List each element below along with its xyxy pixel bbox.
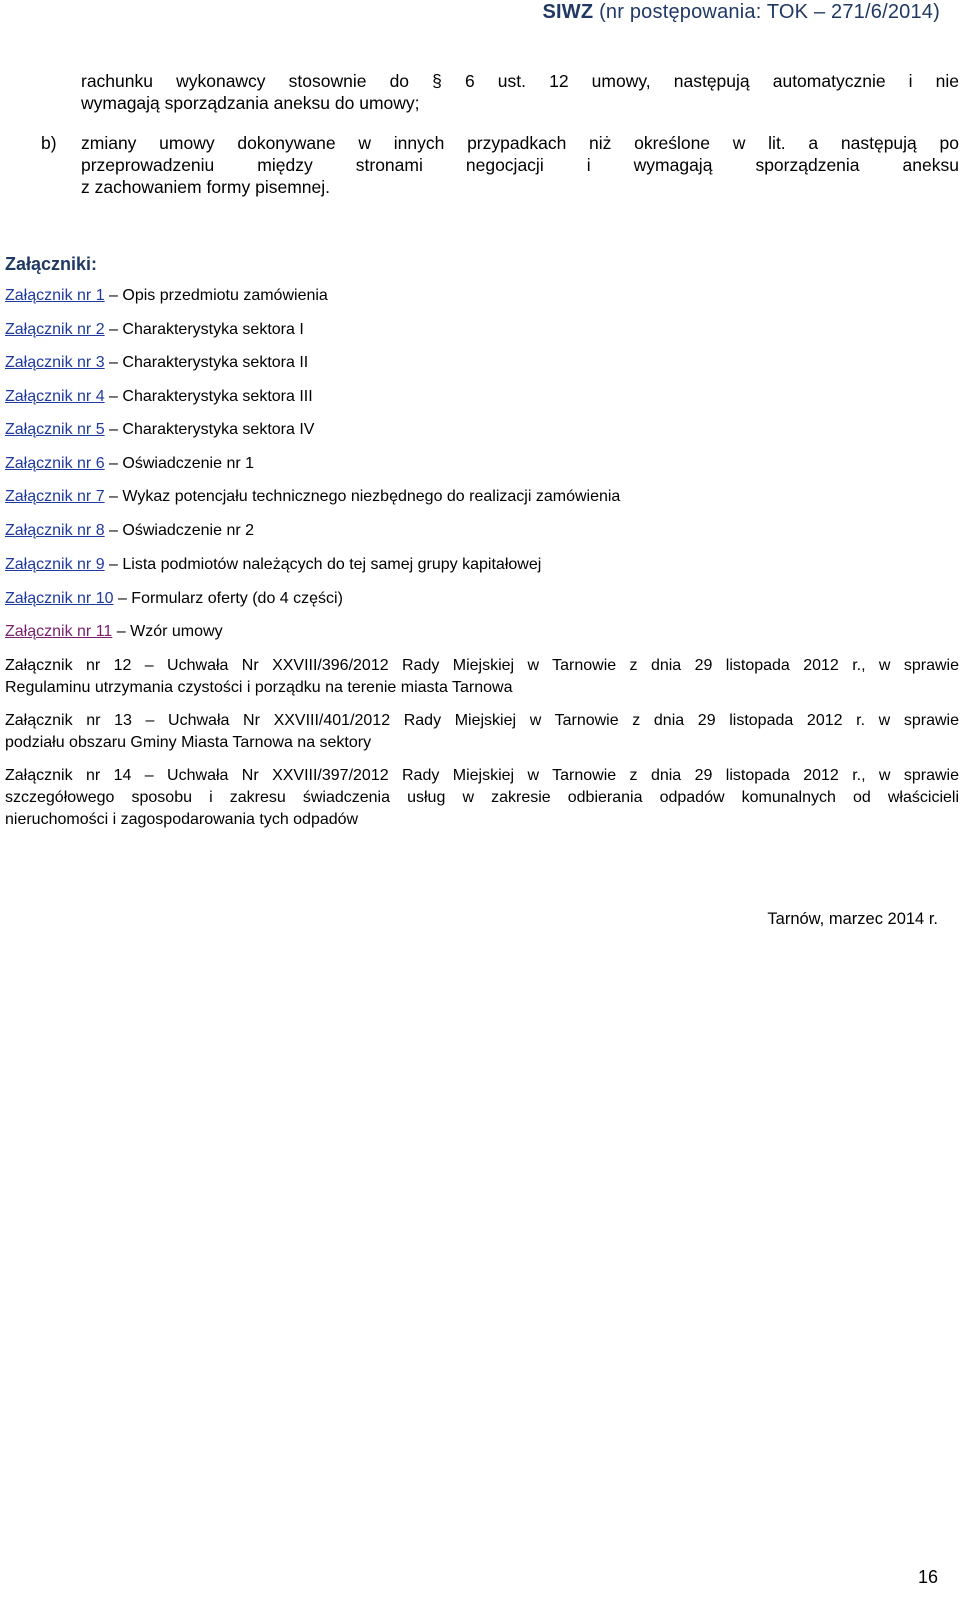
place-date: Tarnów, marzec 2014 r. (767, 910, 938, 928)
attachment-14-line-3: nieruchomości i zagospodarowania tych odpadów (5, 811, 359, 828)
attachment-link-5[interactable]: Załącznik nr 5 (5, 421, 105, 438)
attachment-desc-9: – Lista podmiotów należących do tej samej grupy kapitałowej (109, 556, 542, 573)
attachment-row (5, 386, 313, 408)
attachment-row (5, 554, 541, 576)
attachment-link-4[interactable]: Załącznik nr 4 (5, 388, 105, 405)
attachment-link-3[interactable]: Załącznik nr 3 (5, 354, 105, 371)
attachment-row (5, 486, 620, 508)
attachment-14-line-1: Załącznik nr 14 – Uchwała Nr XXVIII/397/2012 Rady Miejskiej w Tarnowie z dnia 29 listopada 2012 r., w sprawie (5, 767, 959, 784)
attachment-link-2[interactable]: Załącznik nr 2 (5, 321, 105, 338)
attachment-12-line-1: Załącznik nr 12 – Uchwała Nr XXVIII/396/2012 Rady Miejskiej w Tarnowie z dnia 29 listopada 2012 r., w sprawie (5, 657, 959, 674)
item-b-marker: b) (41, 133, 57, 153)
attachment-row (5, 319, 304, 341)
attachment-desc-11: – Wzór umowy (116, 623, 223, 640)
header-title: SIWZ (542, 1, 594, 23)
attachment-row (5, 285, 328, 307)
attachments-heading: Załączniki: (5, 254, 98, 274)
attachment-link-6[interactable]: Załącznik nr 6 (5, 455, 105, 472)
attachment-link-9[interactable]: Załącznik nr 9 (5, 556, 105, 573)
header-subtitle: (nr postępowania: TOK – 271/6/2014) (599, 1, 940, 23)
attachment-row (5, 588, 343, 610)
attachment-desc-8: – Oświadczenie nr 2 (109, 522, 255, 539)
attachment-desc-4: – Charakterystyka sektora III (109, 388, 313, 405)
page-number: 16 (917, 1567, 938, 1587)
attachment-link-1[interactable]: Załącznik nr 1 (5, 287, 105, 304)
attachment-desc-6: – Oświadczenie nr 1 (109, 455, 255, 472)
attachment-row (5, 453, 254, 475)
attachment-row (5, 520, 254, 542)
attachment-desc-1: – Opis przedmiotu zamówienia (109, 287, 328, 304)
item-b-line-1: zmiany umowy dokonywane w innych przypadkach niż określone w lit. a następują po (81, 133, 959, 153)
continuation-line-2: wymagają sporządzania aneksu do umowy; (81, 93, 420, 113)
attachment-desc-5: – Charakterystyka sektora IV (109, 421, 315, 438)
attachment-13-line-2: podziału obszaru Gminy Miasta Tarnowa na sektory (5, 734, 372, 751)
attachment-row (5, 352, 308, 374)
attachment-desc-10: – Formularz oferty (do 4 części) (117, 590, 343, 607)
attachment-desc-3: – Charakterystyka sektora II (109, 354, 309, 371)
attachment-12-line-2: Regulaminu utrzymania czystości i porządku na terenie miasta Tarnowa (5, 679, 513, 696)
continuation-line-1: rachunku wykonawcy stosownie do § 6 ust. 12 umowy, następują automatycznie i nie (81, 71, 959, 91)
attachment-desc-2: – Charakterystyka sektora I (109, 321, 304, 338)
document-header (543, 0, 941, 24)
attachment-link-7[interactable]: Załącznik nr 7 (5, 488, 105, 505)
attachment-link-10[interactable]: Załącznik nr 10 (5, 590, 114, 607)
attachment-link-8[interactable]: Załącznik nr 8 (5, 522, 105, 539)
attachment-row (5, 419, 314, 441)
attachment-13-line-1: Załącznik nr 13 – Uchwała Nr XXVIII/401/2012 Rady Miejskiej w Tarnowie z dnia 29 listopada 2012 r. w sprawie (5, 712, 959, 729)
attachment-desc-7: – Wykaz potencjału technicznego niezbędnego do realizacji zamówienia (109, 488, 621, 505)
attachment-14-line-2: szczegółowego sposobu i zakresu świadczenia usług w zakresie odbierania odpadów komunalnych od właścicieli (5, 789, 959, 806)
attachment-link-11[interactable]: Załącznik nr 11 (5, 623, 113, 640)
attachment-row (5, 621, 223, 643)
item-b-line-2: przeprowadzeniu między stronami negocjacji i wymagają sporządzenia aneksu (81, 155, 959, 175)
item-b-line-3: z zachowaniem formy pisemnej. (81, 177, 330, 197)
